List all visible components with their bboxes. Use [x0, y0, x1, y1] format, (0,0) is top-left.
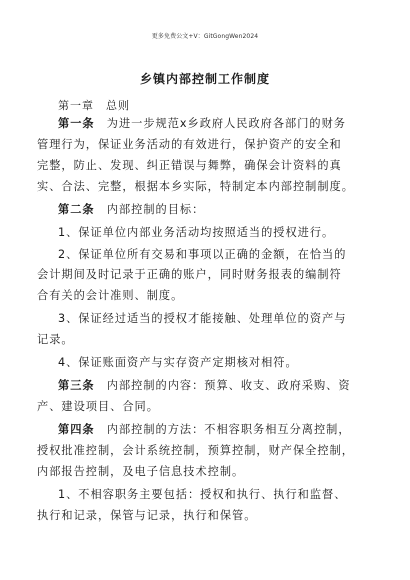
line-text: 会计期间及时记录于正确的账户，同时财务报表的编制符 [37, 268, 342, 281]
line-text: 内部控制的方法：不相容职务相互分离控制， [94, 423, 351, 436]
paragraph-line [37, 333, 74, 347]
paragraph-line [58, 226, 334, 240]
line-text: 实、合法、完整，根据本乡实际，特制定本内部控制制度。 [37, 180, 354, 193]
line-text: 1、不相容职务主要包括：授权和执行、执行和监督、 [58, 488, 347, 501]
paragraph-line [37, 289, 183, 303]
line-text: 1、保证单位内部业务活动均按照适当的授权进行。 [58, 226, 335, 239]
paragraph-line [58, 488, 346, 502]
chapter-heading: 第一章 总则 [58, 99, 130, 112]
paragraph-line [37, 465, 244, 479]
paragraph-line [58, 312, 346, 326]
line-text: 管理行为，保证业务活动的有效进行，保护资产的安全和 [37, 138, 342, 151]
line-text: 为进一步规范x乡政府人民政府各部门的财务 [94, 117, 346, 130]
line-text: 内部控制的内容：预算、收支、政府采购、资 [94, 379, 351, 392]
article-label: 第四条 [58, 423, 95, 436]
line-text: 合有关的会计准则、制度。 [37, 289, 184, 302]
paragraph-line [37, 180, 354, 194]
document-title: 乡镇内部控制工作制度 [139, 72, 270, 86]
line-text: 授权批准控制，会计系统控制，预算控制，财产保全控制， [37, 444, 354, 457]
paragraph-line [37, 159, 342, 173]
line-text: 产、建设项目、合同。 [37, 400, 159, 413]
paragraph-line [58, 423, 351, 437]
line-text: 3、保证经过适当的授权才能接触、处理单位的资产与 [58, 312, 347, 325]
line-text: 记录。 [37, 333, 74, 346]
paragraph-line [58, 248, 346, 262]
line-text: 2、保证单位所有交易和事项以正确的金额，在恰当的 [58, 248, 347, 261]
line-text: 内部控制的目标： [94, 203, 205, 216]
header-watermark: 更多免费公文+V：GitGongWen2024 [151, 33, 259, 40]
paragraph-line [58, 203, 204, 217]
paragraph-line [37, 509, 256, 523]
paragraph-line [58, 379, 351, 393]
paragraph-line [37, 444, 354, 458]
paragraph-line [58, 356, 298, 370]
line-text: 完整，防止、发现、纠正错误与舞弊，确保会计资料的真 [37, 159, 342, 172]
paragraph-line [37, 400, 159, 414]
paragraph-line [37, 138, 342, 152]
line-text: 执行和记录，保管与记录，执行和保管。 [37, 509, 257, 522]
article-label: 第二条 [58, 203, 95, 216]
article-label: 第一条 [58, 117, 95, 130]
paragraph-line [58, 117, 346, 131]
article-label: 第三条 [58, 379, 95, 392]
line-text: 内部报告控制，及电子信息技术控制。 [37, 465, 245, 478]
line-text: 4、保证账面资产与实存资产定期核对相符。 [58, 356, 298, 369]
paragraph-line [37, 268, 342, 282]
